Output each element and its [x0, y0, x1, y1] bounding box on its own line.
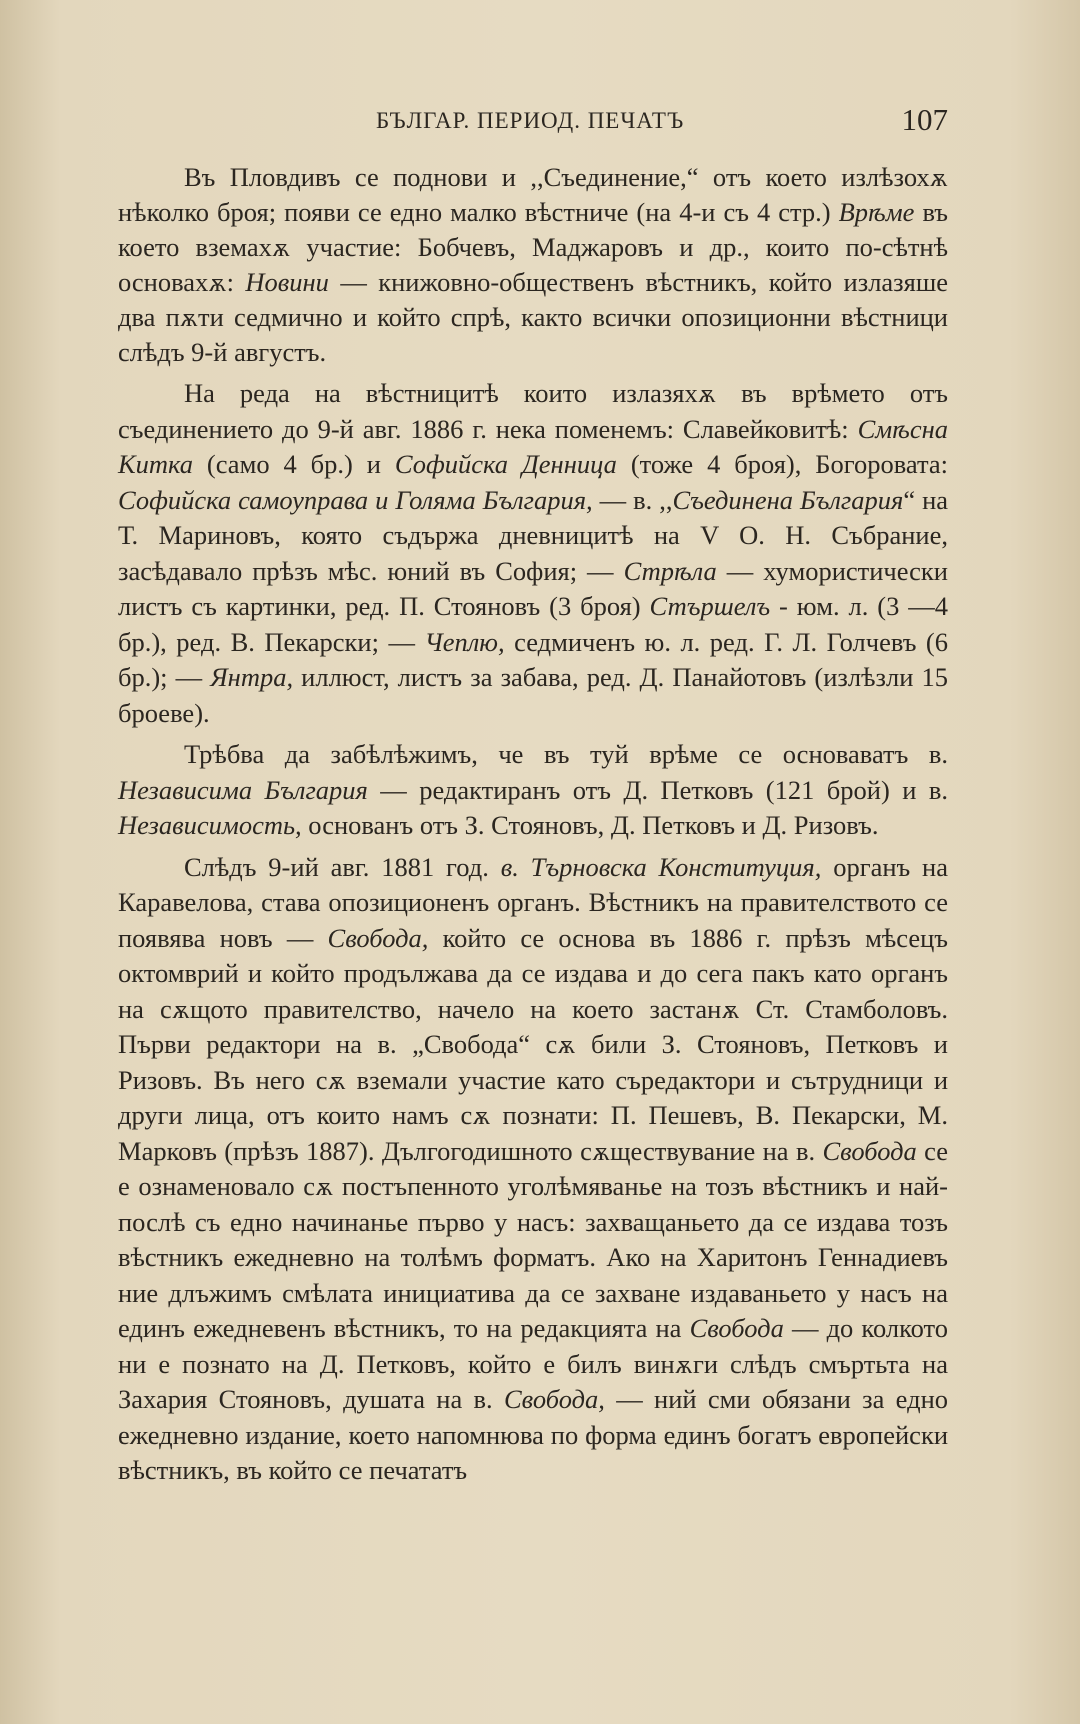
text-run: — книжовно-общественъ вѣстникъ, който излазяше два пѫти седмично и който спрѣ, както всички опозиционни вѣстници слѣдъ 9-й августъ. [118, 267, 949, 367]
text-run: седмиченъ ю. л. ред. Г. Л. Голчевъ (6 бр.); — [118, 626, 948, 692]
text-run: — хумористически листъ съ картинки, ред. П. Стояновъ (3 броя) [118, 555, 948, 621]
text-run: — редактиранъ отъ Д. Петковъ (121 брой) и в. [367, 774, 948, 805]
italic-title-text: Свобода [822, 1135, 917, 1166]
text-run: иллюст, листъ за забава, ред. Д. Панайотовъ (излѣзли 15 броеве). [118, 662, 948, 728]
text-run: - юм. л. (3 —4 бр.), ред. В. Пекарски; — [118, 591, 948, 657]
italic-title-text: Смѣсна Китка [118, 413, 948, 479]
paragraph [118, 160, 948, 370]
text-run: органъ на Каравелова, става опозиционенъ органъ. Вѣстникъ на правителството се появява новъ — [118, 851, 948, 953]
italic-title-text: Новини [245, 267, 329, 297]
italic-title-text: Софийска Денница [394, 449, 617, 479]
page-number: 107 [901, 102, 948, 137]
text-run: въ което вземахѫ участие: Бобчевъ, Маджаровъ и др., които по-сѣтнѣ основахѫ: [118, 197, 948, 297]
page-header [118, 98, 948, 148]
italic-title-text: Стършелъ [649, 591, 771, 621]
text-run: Въ Пловдивъ се поднови и ,,Съединение,“ отъ което излѣзохѫ нѣколко броя; появи се едно малко вѣстниче (на 4-и съ 4 стр.) [118, 162, 948, 227]
text-run: Трѣбва да забѣлѣжимъ, че въ туй врѣме се основаватъ в. [184, 739, 948, 769]
italic-title-text: Свобода [689, 1313, 784, 1343]
italic-title-text: Независимость, [118, 810, 302, 840]
paragraph [118, 376, 948, 731]
italic-title-text: Съединена България [672, 484, 904, 515]
text-run: основанъ отъ З. Стояновъ, Д. Петковъ и Д. Ризовъ. [301, 810, 879, 840]
text-run: (само 4 бр.) и [192, 449, 395, 479]
text-run: се е ознаменовало сѫ постъпенното уголѣмяванье на тозъ вѣстникъ и най-послѣ съ едно начинанье първо у насъ: захващаньето да се издава тозъ вѣстникъ ежедневно на толѣмъ форматъ. Ако на Харитонъ Геннадиевъ ние длъжимъ смѣлата инициатива да се захване издаваньето у насъ на единъ ежедневенъ вѣстникъ, то на редакцията на [118, 1135, 948, 1343]
italic-title-text: Свобода, [504, 1384, 605, 1414]
italic-title-text: Софийска самоуправа и Голяма България, [118, 484, 593, 515]
paragraph [118, 737, 948, 844]
italic-title-text: Врѣме [838, 197, 915, 227]
text-run: — в. ,, [592, 484, 673, 515]
text-run: — до колкото ни е познато на Д. Петковъ, който е билъ винѫги слѣдъ смъртьта на Захария Стояновъ, душата на в. [118, 1313, 948, 1414]
body-text [118, 160, 948, 1495]
italic-title-text: Независима България [118, 774, 368, 805]
running-title: БЪЛГАР. ПЕРИОД. ПЕЧАТЪ [376, 108, 685, 133]
text-run: “ на Т. Мариновъ, която съдържа дневницитѣ на V О. Н. Събрание, засѣдавало прѣзъ мѣс. юний въ София; — [118, 484, 949, 586]
text-run: На реда на вѣстницитѣ които излазяхѫ въ врѣмето отъ съединението до 9-й авг. 1886 г. нека поменемъ: Славейковитѣ: [118, 378, 948, 444]
italic-title-text: в. Търновска Конституция, [500, 851, 822, 882]
italic-title-text: Стрѣла [623, 555, 717, 586]
italic-title-text: Чеплю, [424, 626, 505, 657]
text-run: Слѣдъ 9-ий авг. 1881 год. [184, 851, 501, 882]
text-run: (тоже 4 броя), Богоровата: [616, 449, 948, 479]
text-run: — ний сми обязани за едно ежедневно издание, което напомнюва по форма единъ богатъ европейски вѣстникъ, въ който се печататъ [118, 1384, 948, 1485]
italic-title-text: Янтра, [210, 662, 294, 692]
text-run: който се основа въ 1886 г. прѣзъ мѣсецъ октомврий и който продължава да се издава и до сега пакъ като органъ на сѫщото правителство, начело на което застанѫ Ст. Стамболовъ. Първи редактори на в. „Свобода“ сѫ били З. Стояновъ, Петковъ и Ризовъ. Въ него сѫ вземали участие като съредактори и сътрудници и други лица, отъ които намъ сѫ познати: П. Пешевъ, В. Пекарски, М. Марковъ (прѣзъ 1887). Дългогодишното сѫществувание на в. [118, 922, 948, 1166]
italic-title-text: Свобода, [327, 922, 429, 953]
paragraph [118, 850, 948, 1489]
